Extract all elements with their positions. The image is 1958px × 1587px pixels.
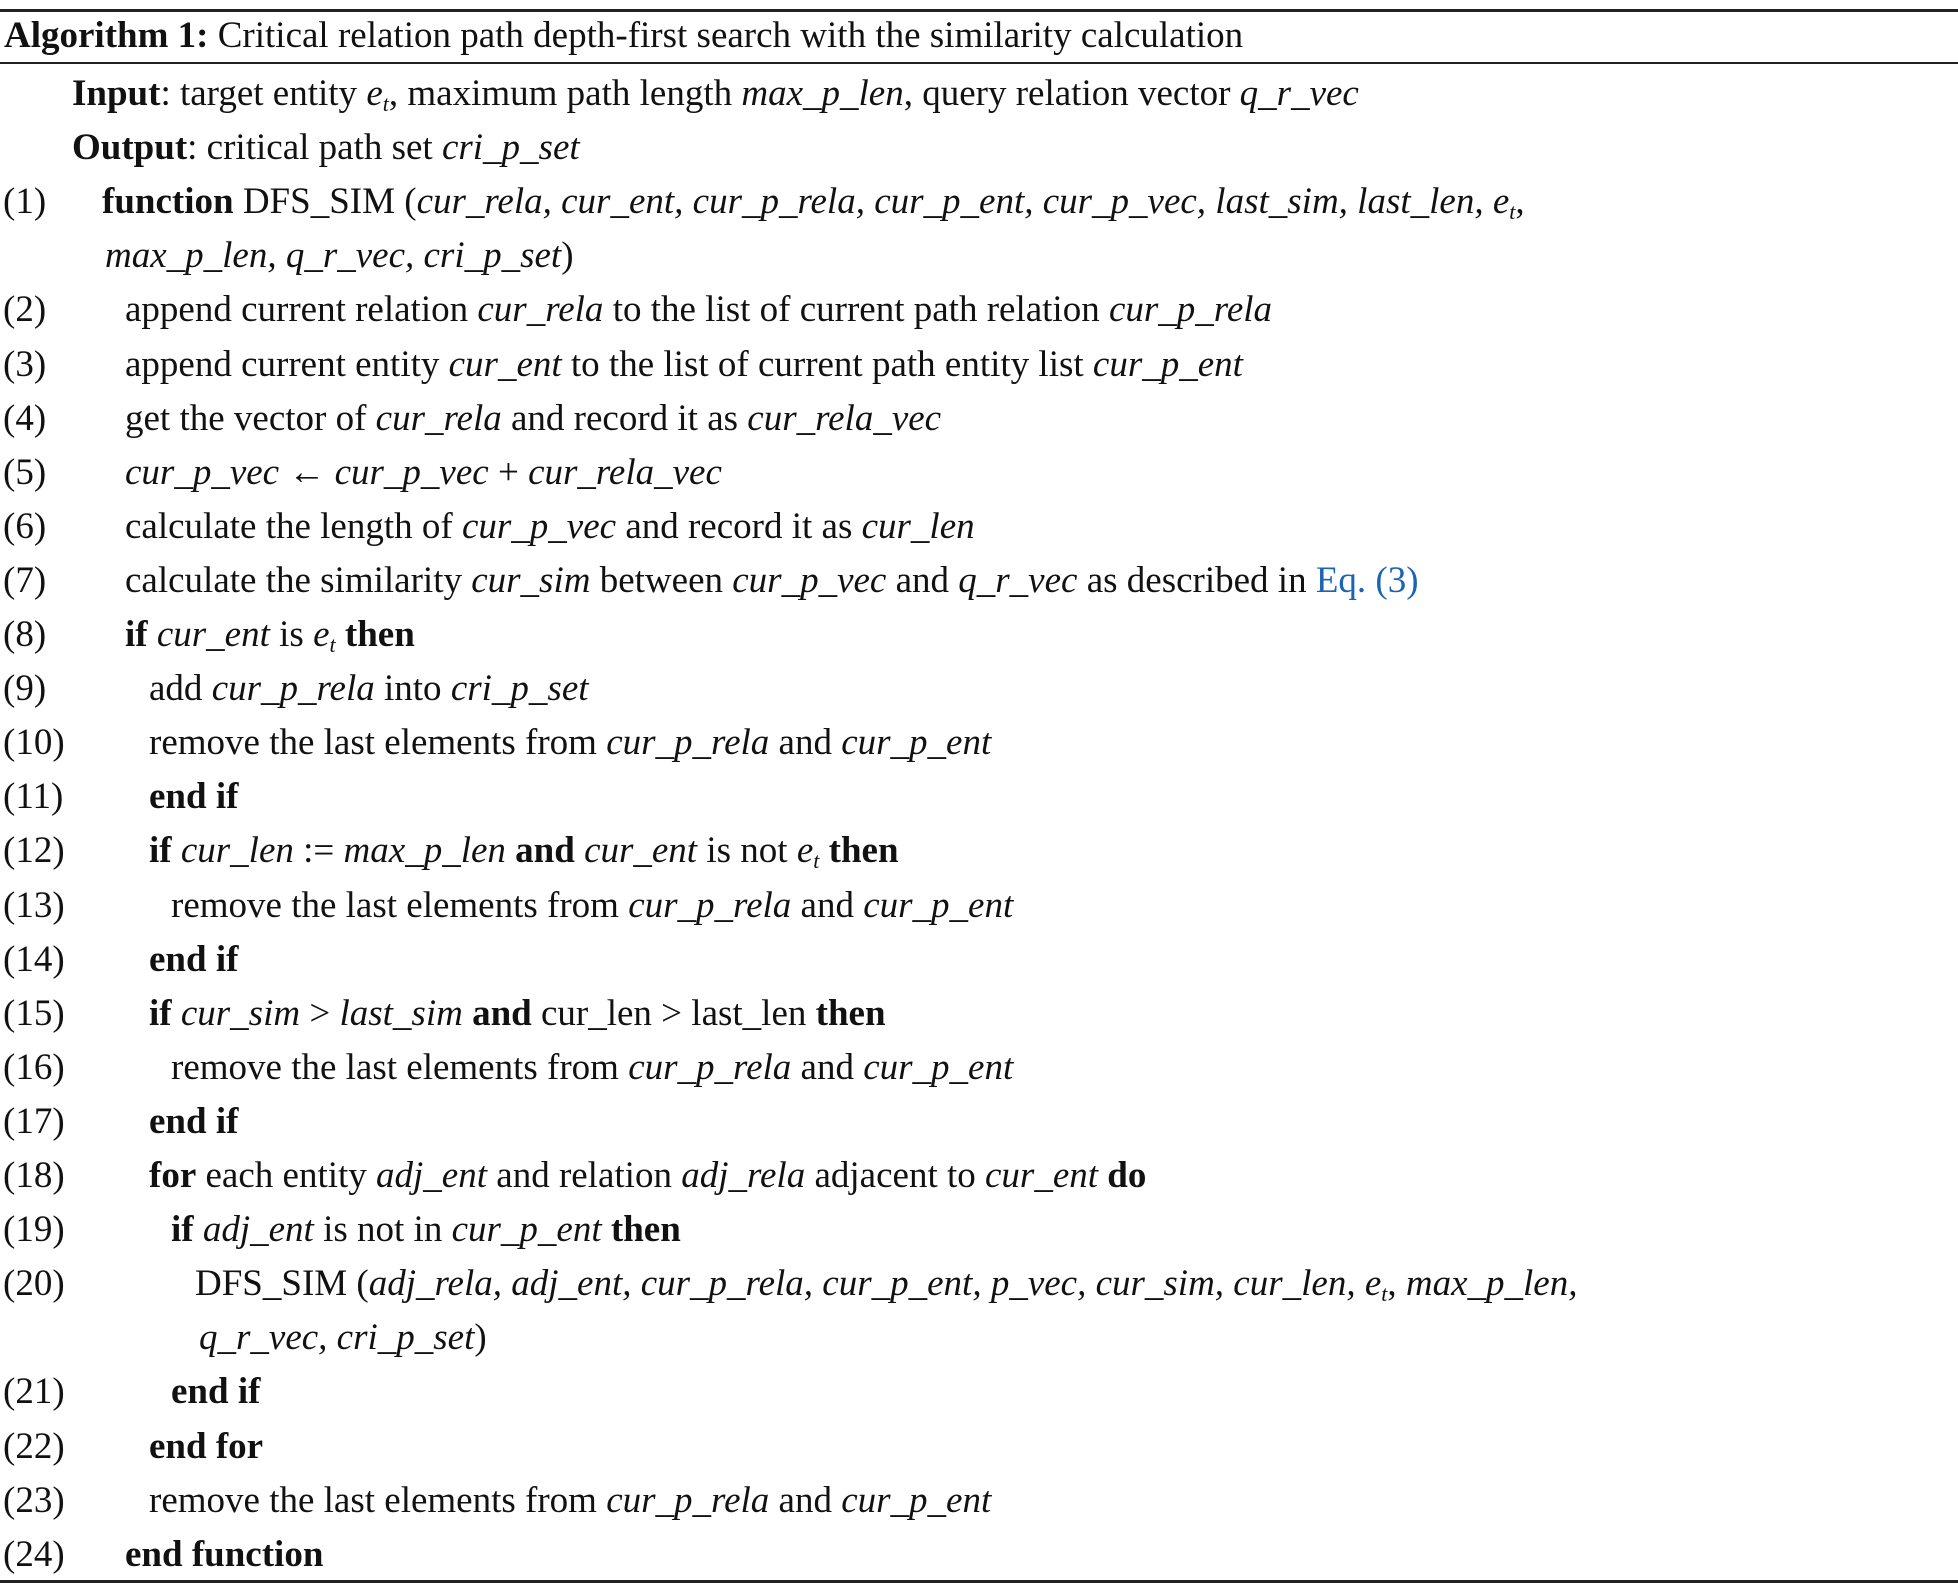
variable: cur_rela_vec — [747, 397, 942, 439]
keyword: end if — [149, 938, 239, 980]
line-text — [125, 500, 975, 554]
text-segment: and record it as — [501, 397, 748, 439]
keyword: end if — [149, 1100, 239, 1142]
variable: cur_rela — [477, 289, 604, 331]
variable: adj_rela — [681, 1155, 806, 1196]
text-segment: and relation — [487, 1155, 682, 1196]
text-segment: , — [1515, 181, 1525, 223]
line-text — [171, 1203, 681, 1257]
variable: cur_p_ent — [451, 1209, 602, 1251]
variable: adj_ent — [376, 1155, 488, 1196]
variable: cur_ent — [448, 343, 562, 385]
text-segment: adjacent to — [805, 1155, 985, 1196]
text-segment: cur_len > last_len — [540, 992, 816, 1034]
subscript: t — [1381, 1281, 1388, 1307]
variable: cur_p_rela — [606, 1479, 770, 1521]
text-segment: , — [1387, 1263, 1406, 1305]
line-text — [171, 1041, 1013, 1095]
text-segment: DFS_SIM ( — [195, 1263, 369, 1305]
text-segment: append current relation — [125, 289, 478, 331]
variable: cur_p_rela — [1108, 289, 1273, 331]
line-number: (24) — [3, 1533, 65, 1575]
keyword: end function — [125, 1533, 324, 1575]
variable: cur_ent — [584, 830, 698, 872]
variable: cur_len — [180, 830, 294, 872]
text-segment: , maximum path length — [388, 73, 742, 114]
text-segment: calculate the length of — [125, 505, 462, 547]
line-number: (15) — [3, 992, 65, 1034]
subscript: t — [382, 91, 389, 116]
line-text — [105, 229, 574, 283]
text-segment: and — [791, 1046, 864, 1088]
line-text — [199, 1311, 487, 1365]
algorithm-caption: Critical relation path depth-first search with the similarity calculation — [208, 15, 1244, 56]
keyword: if — [149, 830, 181, 872]
variable: cur_p_ent — [1092, 343, 1243, 385]
algorithm-title — [4, 10, 1243, 62]
keyword: Input — [72, 73, 161, 114]
variable: q_r_vec, cri_p_set — [199, 1317, 475, 1359]
line-text — [171, 1365, 260, 1419]
line-number: (22) — [3, 1425, 65, 1467]
line-number: (14) — [3, 938, 65, 980]
text-segment: and — [769, 722, 842, 764]
line-number: (20) — [3, 1263, 65, 1305]
keyword: end for — [149, 1425, 264, 1467]
variable: max_p_len — [343, 830, 506, 872]
variable: cri_p_set — [450, 668, 589, 710]
variable: cur_p_rela — [211, 668, 375, 710]
variable: cur_p_vec — [461, 505, 617, 547]
variable: max_p_len — [741, 73, 904, 114]
line-number: (21) — [3, 1371, 65, 1413]
text-segment: , query relation vector — [903, 73, 1240, 114]
text-segment: is not — [697, 830, 797, 872]
line-text — [149, 987, 886, 1041]
text-segment: : critical path set — [187, 127, 442, 169]
line-number: (3) — [3, 343, 47, 385]
line-text — [125, 283, 1272, 337]
line-text — [149, 662, 589, 716]
algorithm-label: Algorithm 1: — [4, 15, 209, 56]
line-text — [125, 392, 941, 446]
text-segment: each entity — [196, 1155, 377, 1196]
variable: cur_p_vec — [125, 451, 280, 493]
keyword: then — [815, 992, 886, 1034]
line-text — [149, 1149, 1146, 1203]
line-text — [149, 716, 991, 770]
variable: cur_rela, cur_ent, cur_p_rela, cur_p_ent, cur_p_vec, last_sim, last_len, e — [416, 181, 1510, 223]
variable: cur_p_ent — [863, 884, 1014, 926]
keyword: end if — [149, 776, 239, 818]
line-number: (18) — [3, 1155, 65, 1196]
keyword: Output — [72, 127, 188, 169]
text-segment: is not in — [313, 1209, 452, 1251]
text-segment: DFS_SIM ( — [233, 181, 417, 223]
variable: last_sim — [339, 992, 463, 1034]
keyword: if — [171, 1209, 203, 1251]
text-segment: + — [488, 451, 529, 493]
variable: max_p_len, — [1405, 1263, 1578, 1305]
text-segment: to the list of current path entity list — [561, 343, 1093, 385]
variable: e — [313, 614, 330, 655]
line-text — [171, 879, 1013, 933]
line-text — [125, 446, 722, 500]
variable: cur_p_vec — [334, 451, 489, 493]
keyword: if — [125, 614, 157, 655]
variable: cur_p_rela — [606, 722, 770, 764]
keyword: then — [335, 614, 415, 655]
text-segment: remove the last elements from — [171, 884, 629, 926]
variable: cri_p_set — [441, 127, 580, 169]
line-number: (2) — [3, 289, 47, 331]
line-number: (10) — [3, 722, 65, 764]
line-number: (1) — [3, 181, 47, 223]
variable: cur_p_vec — [732, 559, 887, 601]
text-segment: remove the last elements from — [149, 1479, 607, 1521]
subscript: t — [1509, 199, 1516, 225]
line-number: (13) — [3, 884, 65, 926]
line-number: (19) — [3, 1209, 65, 1251]
variable: cur_rela_vec — [528, 451, 722, 493]
line-text — [149, 1420, 263, 1474]
variable: cur_ent — [156, 614, 270, 655]
variable: q_r_vec — [958, 559, 1078, 601]
text-segment: remove the last elements from — [171, 1046, 629, 1088]
text-segment: into — [374, 668, 451, 710]
text-segment: ) — [474, 1317, 487, 1359]
variable: cur_ent — [985, 1155, 1099, 1196]
variable: cur_sim — [180, 992, 301, 1034]
text-segment: and — [769, 1479, 842, 1521]
text-segment: : target entity — [160, 73, 367, 114]
line-number: (17) — [3, 1100, 65, 1142]
line-number: (11) — [3, 776, 64, 818]
line-number: (4) — [3, 397, 47, 439]
variable: cur_p_ent — [863, 1046, 1014, 1088]
line-text — [149, 770, 238, 824]
variable: adj_ent — [202, 1209, 314, 1251]
line-number: (9) — [3, 668, 47, 710]
subscript: t — [329, 632, 336, 657]
line-number: (16) — [3, 1046, 65, 1088]
text-segment: append current entity — [125, 343, 449, 385]
text-segment: get the vector of — [125, 397, 376, 439]
variable: adj_rela, adj_ent, cur_p_rela, cur_p_ent, p_vec, cur_sim, cur_len, e — [368, 1263, 1382, 1305]
variable: cur_rela — [375, 397, 502, 439]
text-segment: as described in — [1077, 559, 1316, 601]
variable: e — [796, 830, 814, 872]
line-text — [149, 1474, 991, 1528]
subscript: t — [813, 848, 820, 874]
line-number: (6) — [3, 505, 47, 547]
line-number: (12) — [3, 830, 65, 872]
variable: q_r_vec — [1239, 73, 1359, 114]
keyword: then — [601, 1209, 681, 1251]
line-text — [72, 121, 580, 175]
text-segment: add — [149, 668, 212, 710]
line-number: (8) — [3, 614, 47, 655]
keyword: end if — [171, 1371, 261, 1413]
line-text — [125, 1528, 323, 1582]
line-number: (23) — [3, 1479, 65, 1521]
variable: cur_sim — [471, 559, 591, 601]
keyword: for — [149, 1155, 197, 1196]
text-segment: between — [590, 559, 733, 601]
text-segment: to the list of current path relation — [603, 289, 1109, 331]
text-segment: and record it as — [616, 505, 862, 547]
header-rule — [0, 62, 1958, 64]
keyword: function — [102, 181, 234, 223]
keyword: and — [505, 830, 585, 872]
equation-link[interactable]: Eq. (3) — [1315, 559, 1419, 601]
text-segment: and — [791, 884, 864, 926]
text-segment: ← — [279, 451, 335, 493]
text-segment: ) — [561, 235, 574, 277]
variable: e — [366, 73, 383, 114]
line-text — [149, 933, 238, 987]
text-segment: > — [300, 992, 340, 1034]
line-number: (7) — [3, 559, 47, 601]
keyword: do — [1098, 1155, 1147, 1196]
variable: max_p_len, q_r_vec, cri_p_set — [105, 235, 562, 277]
variable: cur_p_rela — [628, 884, 792, 926]
text-segment: remove the last elements from — [149, 722, 607, 764]
variable: cur_p_ent — [841, 1479, 992, 1521]
variable: cur_p_ent — [841, 722, 992, 764]
keyword: then — [819, 830, 899, 872]
variable: cur_p_rela — [628, 1046, 792, 1088]
text-segment: is — [269, 614, 314, 655]
line-text — [125, 338, 1243, 392]
line-text — [125, 554, 1419, 608]
text-segment: and — [886, 559, 959, 601]
text-segment: := — [293, 830, 344, 872]
line-text — [149, 1095, 238, 1149]
bottom-rule — [0, 1580, 1958, 1583]
line-number: (5) — [3, 451, 47, 493]
keyword: if — [149, 992, 181, 1034]
keyword: and — [462, 992, 541, 1034]
text-segment: calculate the similarity — [125, 559, 472, 601]
variable: cur_len — [861, 505, 975, 547]
